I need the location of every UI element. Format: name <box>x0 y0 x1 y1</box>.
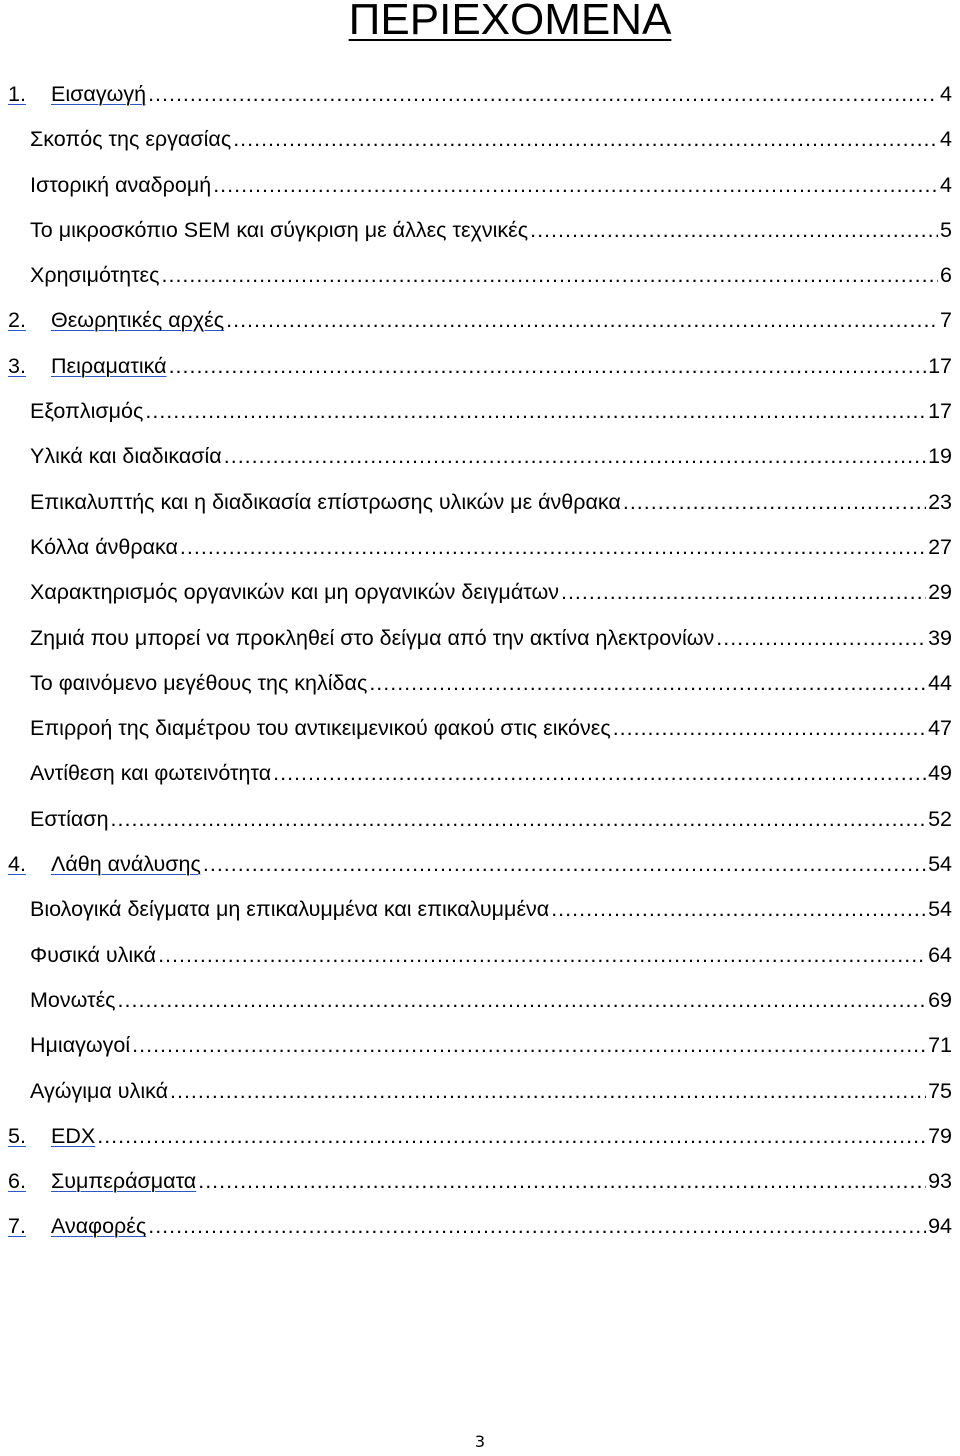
toc-entry[interactable] <box>0 661 952 706</box>
toc-entry-page[interactable]: 7 <box>940 308 952 333</box>
toc-entry[interactable] <box>0 117 952 162</box>
toc-entry-number[interactable]: 7. <box>8 1214 26 1239</box>
toc-entry-page[interactable]: 4 <box>940 127 952 152</box>
toc-entry[interactable] <box>0 1069 952 1114</box>
toc-entry[interactable] <box>0 298 952 343</box>
toc-entry-page[interactable]: 17 <box>928 353 952 378</box>
table-of-contents <box>0 72 952 1250</box>
toc-dot-leader <box>180 525 926 570</box>
toc-entry-label[interactable]: Μονωτές <box>30 987 116 1012</box>
toc-entry-page[interactable]: 47 <box>928 716 952 741</box>
toc-entry-label[interactable]: Λάθη ανάλυσης <box>51 852 201 877</box>
toc-entry-page[interactable]: 29 <box>928 580 952 605</box>
toc-entry[interactable] <box>0 525 952 570</box>
toc-entry-page[interactable]: 17 <box>928 399 952 424</box>
toc-entry-label[interactable]: Σκοπός της εργασίας <box>30 127 232 152</box>
toc-entry[interactable] <box>0 1204 952 1249</box>
toc-entry-label[interactable]: Επικαλυπτής και η διαδικασία επίστρωσης υλικών με άνθρακα <box>30 489 621 514</box>
toc-entry-page[interactable]: 4 <box>940 82 952 106</box>
toc-entry[interactable] <box>0 616 952 661</box>
toc-entry-label[interactable]: Αντίθεση και φωτεινότητα <box>30 761 272 786</box>
toc-entry[interactable] <box>0 434 952 479</box>
toc-entry-number[interactable]: 6. <box>8 1169 26 1194</box>
toc-dot-leader <box>203 842 926 887</box>
toc-dot-leader <box>369 661 926 706</box>
toc-dot-leader <box>145 389 926 434</box>
toc-dot-leader <box>530 208 938 253</box>
toc-entry-page[interactable]: 39 <box>928 625 952 650</box>
toc-entry[interactable] <box>0 1159 952 1204</box>
toc-entry-number[interactable]: 1. <box>8 82 26 106</box>
toc-entry-page[interactable]: 52 <box>928 806 952 831</box>
toc-entry[interactable] <box>0 1023 952 1068</box>
toc-entry-page[interactable]: 79 <box>928 1123 952 1148</box>
toc-entry[interactable] <box>0 797 952 842</box>
toc-entry-page[interactable]: 69 <box>928 987 952 1012</box>
toc-entry-label[interactable]: Υλικά και διαδικασία <box>30 444 222 469</box>
toc-dot-leader <box>158 933 926 978</box>
toc-entry-number[interactable]: 2. <box>8 308 26 333</box>
toc-entry[interactable] <box>0 978 952 1023</box>
toc-entry[interactable] <box>0 208 952 253</box>
toc-dot-leader <box>226 298 938 343</box>
toc-entry-label[interactable]: Επιρροή της διαμέτρου του αντικειμενικού φακού στις εικόνες <box>30 716 611 741</box>
toc-entry[interactable] <box>0 933 952 978</box>
toc-dot-leader <box>148 72 938 117</box>
page-number: 3 <box>474 1432 486 1451</box>
toc-entry-label[interactable]: Συμπεράσματα <box>51 1169 197 1194</box>
toc-entry-page[interactable]: 27 <box>928 534 952 559</box>
toc-entry-label[interactable]: Εστίαση <box>30 806 109 831</box>
toc-dot-leader <box>148 1204 926 1249</box>
toc-entry-label[interactable]: EDX <box>51 1123 96 1148</box>
toc-entry-label[interactable]: Χρησιμότητες <box>30 263 160 288</box>
toc-dot-leader <box>111 797 927 842</box>
toc-entry[interactable] <box>0 253 952 298</box>
toc-dot-leader <box>613 706 926 751</box>
toc-entry-page[interactable]: 93 <box>928 1169 952 1194</box>
toc-entry-label[interactable]: Ημιαγωγοί <box>30 1033 131 1058</box>
toc-dot-leader <box>273 751 926 796</box>
toc-entry-page[interactable]: 5 <box>940 217 952 242</box>
toc-entry-page[interactable]: 49 <box>928 761 952 786</box>
toc-entry-label[interactable]: Κόλλα άνθρακα <box>30 534 178 559</box>
toc-dot-leader <box>132 1023 926 1068</box>
toc-entry-label[interactable]: Εξοπλισμός <box>30 399 144 424</box>
toc-dot-leader <box>561 570 926 615</box>
toc-entry-label[interactable]: Αναφορές <box>51 1214 147 1239</box>
toc-entry-page[interactable]: 44 <box>928 670 952 695</box>
toc-dot-leader <box>551 887 926 932</box>
toc-entry-page[interactable]: 19 <box>928 444 952 469</box>
toc-dot-leader <box>162 253 939 298</box>
toc-entry-label[interactable]: Το μικροσκόπιο SEM και σύγκριση με άλλες τεχνικές <box>30 217 529 242</box>
toc-entry-page[interactable]: 75 <box>928 1078 952 1103</box>
toc-entry-page[interactable]: 23 <box>928 489 952 514</box>
toc-entry[interactable] <box>0 480 952 525</box>
toc-dot-leader <box>198 1159 926 1204</box>
toc-entry-page[interactable]: 64 <box>928 942 952 967</box>
toc-entry-label[interactable]: Το φαινόμενο μεγέθους της κηλίδας <box>30 670 368 695</box>
toc-entry[interactable] <box>0 344 952 389</box>
toc-entry-number[interactable]: 4. <box>8 852 26 877</box>
toc-entry-page[interactable]: 6 <box>940 263 952 288</box>
toc-entry[interactable] <box>0 706 952 751</box>
toc-dot-leader <box>118 978 927 1023</box>
toc-dot-leader <box>169 344 927 389</box>
toc-entry-number[interactable]: 5. <box>8 1123 26 1148</box>
toc-entry-page[interactable]: 71 <box>928 1033 952 1058</box>
toc-entry[interactable] <box>0 1114 952 1159</box>
toc-entry[interactable] <box>0 887 952 932</box>
toc-entry-number[interactable]: 3. <box>8 353 26 378</box>
toc-entry-label[interactable]: Φυσικά υλικά <box>30 942 157 967</box>
toc-entry[interactable] <box>0 389 952 434</box>
toc-dot-leader <box>716 616 926 661</box>
toc-entry[interactable] <box>0 751 952 796</box>
toc-entry[interactable] <box>0 163 952 208</box>
toc-dot-leader <box>97 1114 926 1159</box>
toc-entry-page[interactable]: 94 <box>928 1214 952 1239</box>
toc-dot-leader <box>623 480 926 525</box>
toc-entry-label[interactable]: Αγώγιμα υλικά <box>30 1078 169 1103</box>
toc-dot-leader <box>224 434 926 479</box>
toc-dot-leader <box>213 163 938 208</box>
toc-entry[interactable] <box>0 72 952 117</box>
toc-entry-label[interactable]: Βιολογικά δείγματα μη επικαλυμμένα και επικαλυμμένα <box>30 897 550 922</box>
toc-entry-page[interactable]: 54 <box>928 852 952 877</box>
toc-entry-label[interactable]: Θεωρητικές αρχές <box>51 308 225 333</box>
toc-entry-label[interactable]: Ιστορική αναδρομή <box>30 172 212 197</box>
toc-entry-page[interactable]: 54 <box>928 897 952 922</box>
toc-entry[interactable] <box>0 570 952 615</box>
toc-entry-label[interactable]: Χαρακτηρισμός οργανικών και μη οργανικών δειγμάτων <box>30 580 559 605</box>
toc-dot-leader <box>170 1069 926 1114</box>
toc-entry-label[interactable]: Πειραματικά <box>51 353 167 378</box>
page-title: ΠΕΡΙΕΧΟΜΕΝΑ <box>348 0 672 44</box>
toc-entry[interactable] <box>0 842 952 887</box>
toc-dot-leader <box>233 117 938 162</box>
toc-entry-label[interactable]: Ζημιά που μπορεί να προκληθεί στο δείγμα από την ακτίνα ηλεκτρονίων <box>30 625 715 650</box>
toc-entry-label[interactable]: Εισαγωγή <box>51 82 147 106</box>
toc-entry-page[interactable]: 4 <box>940 172 952 197</box>
